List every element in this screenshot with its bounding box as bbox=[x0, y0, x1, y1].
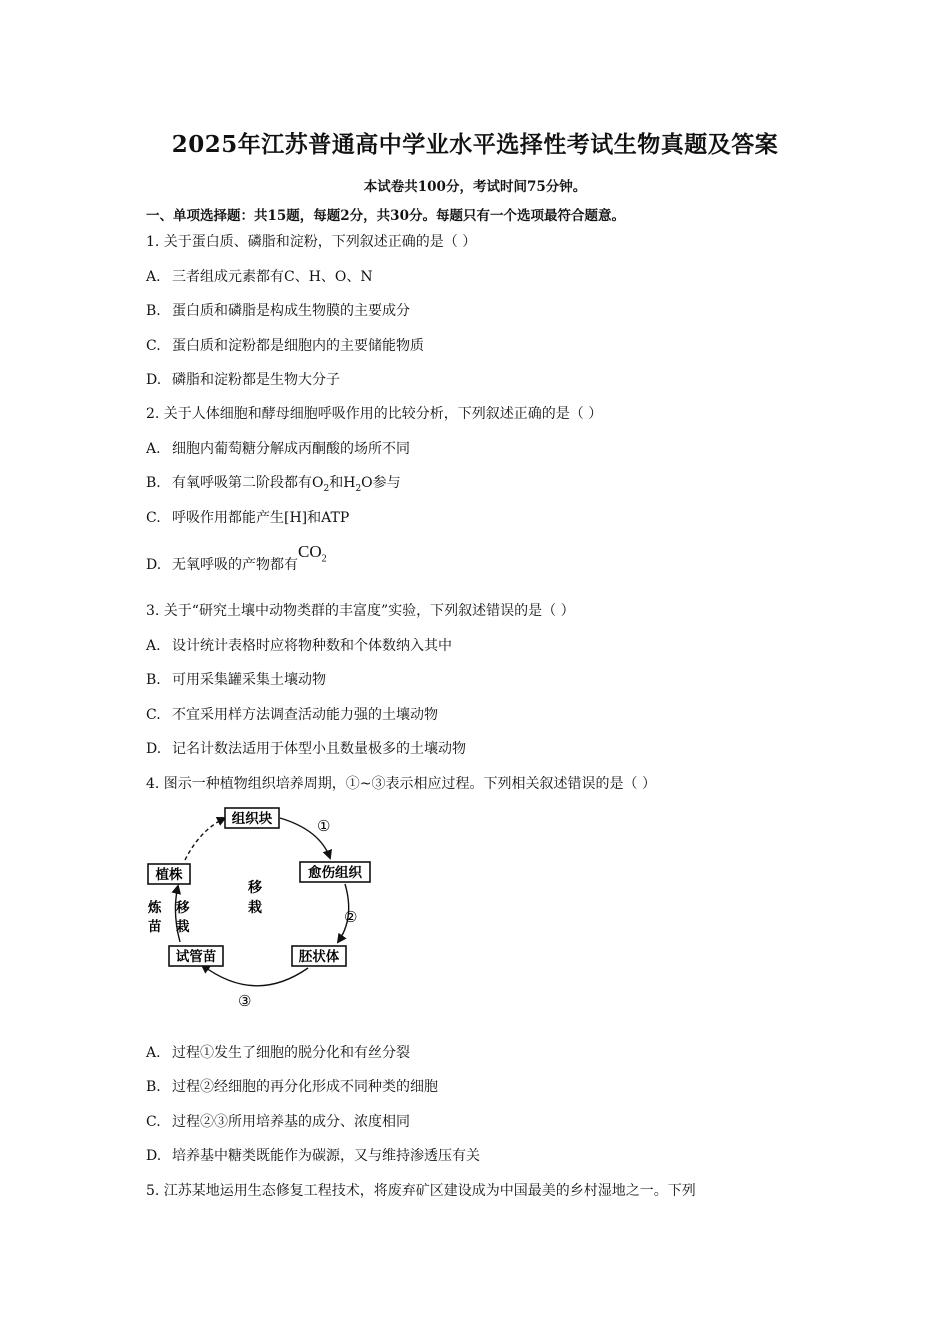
left-label-transplant-2: 栽 bbox=[176, 919, 190, 935]
option-text: 过程②经细胞的再分化形成不同种类的细胞 bbox=[172, 1079, 438, 1095]
option-label: D. bbox=[146, 741, 162, 757]
center-label-1: 移 bbox=[248, 880, 262, 896]
q3-option-c bbox=[146, 704, 438, 724]
q2-option-c bbox=[146, 507, 349, 527]
q3-option-d bbox=[146, 738, 466, 758]
q1-option-a bbox=[146, 266, 373, 286]
option-text: 培养基中糖类既能作为碳源，又与维持渗透压有关 bbox=[172, 1148, 480, 1164]
option-text-post: O参与 bbox=[361, 475, 401, 491]
option-label: D. bbox=[146, 557, 162, 573]
arrow-dashed-return bbox=[185, 818, 225, 860]
option-text: 呼吸作用都能产生[H]和ATP bbox=[172, 510, 350, 526]
center-label-2: 栽 bbox=[248, 900, 262, 916]
option-label: D. bbox=[146, 372, 162, 388]
q1-option-b bbox=[146, 300, 410, 320]
option-text: 记名计数法适用于体型小且数量极多的土壤动物 bbox=[172, 741, 466, 757]
left-label-harden-2: 苗 bbox=[148, 919, 162, 935]
subscript: 2 bbox=[323, 483, 330, 494]
option-text-mid: 和H bbox=[329, 475, 356, 491]
option-text: 细胞内葡萄糖分解成丙酮酸的场所不同 bbox=[172, 441, 410, 457]
q3-option-b bbox=[146, 669, 326, 689]
q4-option-b bbox=[146, 1076, 438, 1096]
step1-label: ① bbox=[317, 817, 331, 835]
option-text: 无氧呼吸的产物都有 bbox=[172, 557, 298, 573]
page-title: 2025年江苏普通高中学业水平选择性考试生物真题及答案 bbox=[171, 131, 779, 158]
q4-option-c bbox=[146, 1111, 410, 1131]
exam-info: 本试卷共100分，考试时间75分钟。 bbox=[363, 179, 587, 195]
option-text: 蛋白质和淀粉都是细胞内的主要储能物质 bbox=[172, 338, 424, 354]
box4-label: 试管苗 bbox=[175, 949, 217, 965]
option-text: 磷脂和淀粉都是生物大分子 bbox=[172, 372, 340, 388]
option-label: A. bbox=[146, 441, 161, 457]
option-label: B. bbox=[146, 672, 161, 688]
q4-option-d bbox=[146, 1145, 480, 1165]
step3-label: ③ bbox=[238, 992, 252, 1010]
option-text-pre: 有氧呼吸第二阶段都有O bbox=[172, 475, 324, 491]
q2-stem: 2. 关于人体细胞和酵母细胞呼吸作用的比较分析，下列叙述正确的是（ ） bbox=[146, 406, 603, 422]
option-label: A. bbox=[146, 269, 161, 285]
tissue-culture-cycle-diagram bbox=[140, 800, 390, 1010]
option-label: D. bbox=[146, 1148, 162, 1164]
formula-text: CO bbox=[298, 542, 322, 561]
option-label: A. bbox=[146, 638, 161, 654]
subscript: 2 bbox=[355, 483, 362, 494]
left-label-harden-1: 炼 bbox=[148, 900, 162, 916]
q1-option-d bbox=[146, 369, 340, 389]
q5-stem: 5. 江苏某地运用生态修复工程技术，将废弃矿区建设成为中国最美的乡村湿地之一。下列 bbox=[146, 1183, 696, 1199]
option-label: B. bbox=[146, 303, 161, 319]
box5-label: 植株 bbox=[155, 867, 183, 883]
section-heading: 一、单项选择题：共15题，每题2分，共30分。每题只有一个选项最符合题意。 bbox=[146, 208, 625, 224]
option-label: B. bbox=[146, 1079, 161, 1095]
option-label: B. bbox=[146, 475, 161, 491]
q2-option-b bbox=[146, 472, 401, 494]
option-text: 过程②③所用培养基的成分、浓度相同 bbox=[172, 1114, 410, 1130]
formula-subscript: 2 bbox=[321, 553, 327, 565]
q2-option-a bbox=[146, 438, 410, 458]
box2-label: 愈伤组织 bbox=[308, 865, 362, 881]
box3-label: 胚状体 bbox=[298, 949, 340, 965]
step2-label: ② bbox=[344, 908, 358, 926]
option-text: 蛋白质和磷脂是构成生物膜的主要成分 bbox=[172, 303, 410, 319]
option-label: A. bbox=[146, 1045, 161, 1061]
q2-option-d bbox=[146, 542, 327, 576]
q1-stem: 1. 关于蛋白质、磷脂和淀粉，下列叙述正确的是（ ） bbox=[146, 234, 477, 250]
option-text: 过程①发生了细胞的脱分化和有丝分裂 bbox=[172, 1045, 410, 1061]
option-label: C. bbox=[146, 510, 161, 526]
option-text: 不宜采用样方法调查活动能力强的土壤动物 bbox=[172, 707, 438, 723]
co2-formula bbox=[298, 542, 327, 565]
option-text: 设计统计表格时应将物种数和个体数纳入其中 bbox=[172, 638, 452, 654]
option-text: 三者组成元素都有C、H、O、N bbox=[172, 269, 373, 285]
q4-option-a bbox=[146, 1042, 410, 1062]
option-label: C. bbox=[146, 1114, 161, 1130]
q3-stem: 3. 关于“研究土壤中动物类群的丰富度”实验，下列叙述错误的是（ ） bbox=[146, 603, 575, 619]
option-label: C. bbox=[146, 338, 161, 354]
q3-option-a bbox=[146, 635, 452, 655]
q1-option-c bbox=[146, 335, 424, 355]
arrow-step3 bbox=[202, 965, 308, 986]
option-text: 可用采集罐采集土壤动物 bbox=[172, 672, 326, 688]
box1-label: 组织块 bbox=[231, 811, 273, 827]
q4-stem: 4. 图示一种植物组织培养周期，①~③表示相应过程。下列相关叙述错误的是（ ） bbox=[146, 776, 656, 792]
left-label-transplant-1: 移 bbox=[176, 900, 190, 916]
option-label: C. bbox=[146, 707, 161, 723]
